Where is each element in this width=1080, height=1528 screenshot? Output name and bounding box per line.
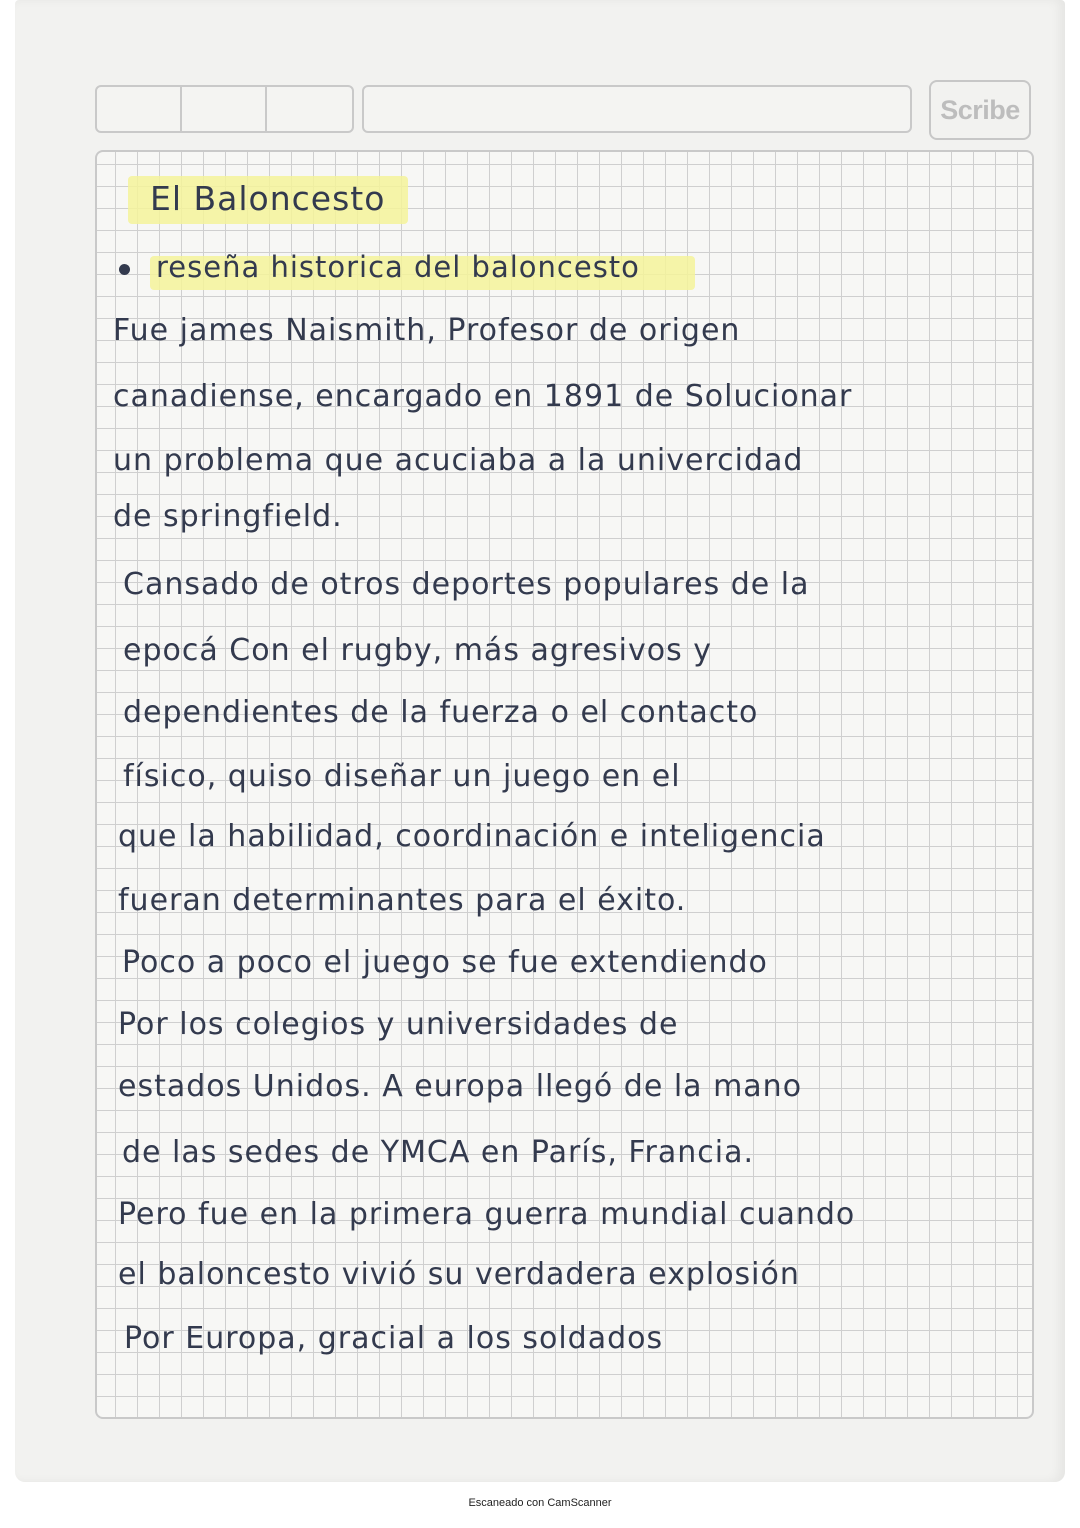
note-line: estados Unidos. A europa llegó de la mano (118, 1069, 803, 1104)
note-line: Cansado de otros deportes populares de la (123, 567, 810, 602)
note-subtitle: reseña historica del baloncesto (156, 250, 640, 284)
note-line: canadiense, encargado en 1891 de Solucionar (113, 379, 853, 414)
note-line: el baloncesto vivió su verdadera explosión (118, 1257, 800, 1292)
note-line: Por los colegios y universidades de (118, 1007, 679, 1042)
note-line: fueran determinantes para el éxito. (118, 883, 687, 918)
note-line: de las sedes de YMCA en París, Francia. (122, 1135, 754, 1170)
note-line: Por Europa, gracial a los soldados (124, 1321, 664, 1356)
brand-logo: Scribe (929, 80, 1031, 140)
note-line: Poco a poco el juego se fue extendiendo (122, 945, 768, 980)
note-line: que la habilidad, coordinación e inteligencia (118, 819, 826, 854)
note-line: Fue james Naismith, Profesor de origen (113, 313, 741, 348)
topic-box (362, 85, 912, 133)
date-box (95, 85, 354, 133)
scanner-watermark: Escaneado con CamScanner (468, 1497, 612, 1509)
bullet-icon (119, 264, 130, 275)
note-line: dependientes de la fuerza o el contacto (123, 695, 759, 730)
note-line: Pero fue en la primera guerra mundial cuando (118, 1197, 856, 1232)
note-line: un problema que acuciaba a la univercidad (113, 443, 804, 478)
note-line: epocá Con el rugby, más agresivos y (123, 633, 713, 668)
note-title: El Baloncesto (150, 179, 386, 218)
note-line: de springfield. (113, 499, 343, 534)
note-line: físico, quiso diseñar un juego en el (123, 759, 681, 794)
